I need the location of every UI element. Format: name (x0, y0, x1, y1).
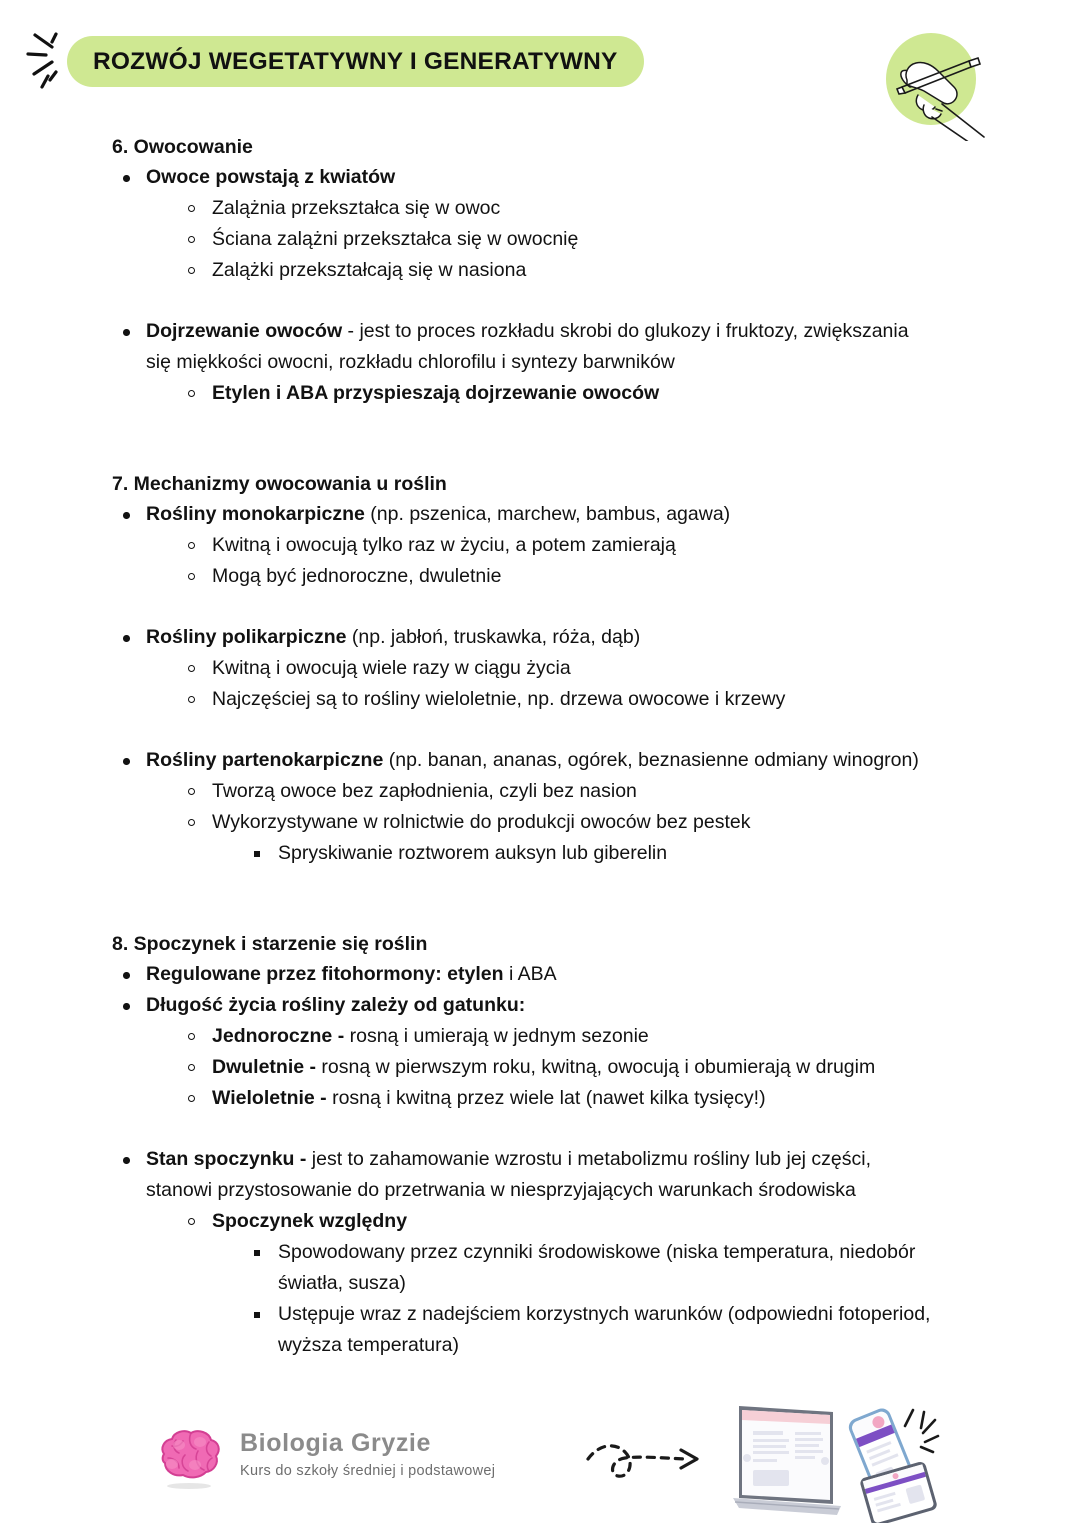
item-text: (np. jabłoń, truskawka, róża, dąb) (346, 626, 641, 648)
list-item (182, 224, 936, 255)
item-text: Tworzą owoce bez zapłodnienia, czyli bez nasion (212, 780, 637, 802)
list-item (182, 378, 936, 409)
section-heading: 7. Mechanizmy owocowania u roślin (112, 473, 447, 495)
brand-logo-block (152, 1418, 495, 1492)
brand-name: Biologia Gryzie (240, 1429, 431, 1457)
sparkle-lines-icon (905, 1410, 938, 1452)
item-text: Spowodowany przez czynniki środowiskowe (niska temperatura, niedobór światła, susza) (278, 1241, 916, 1294)
spacer (0, 715, 1080, 745)
item-bold-text: Rośliny polikarpiczne (146, 626, 347, 648)
item-text: (np. banan, ananas, ogórek, beznasienne odmiany winogron) (383, 749, 919, 771)
bullet-list-level3 (212, 838, 936, 869)
section-7 (0, 469, 1080, 869)
list-item (118, 316, 936, 409)
bullet-list-level1 (0, 745, 1080, 869)
item-text: Ściana zalążni przekształca się w owocnię (212, 228, 579, 250)
item-bold-text: Wieloletnie - (212, 1087, 333, 1109)
item-text: Kwitną i owocują wiele razy w ciągu życia (212, 657, 571, 679)
bullet-list-level2 (146, 653, 936, 715)
item-text: Spryskiwanie roztworem auksyn lub giberelin (278, 842, 668, 864)
bullet-list-level1 (0, 316, 1080, 409)
section-heading: 8. Spoczynek i starzenie się roślin (112, 933, 428, 955)
item-text: i ABA (503, 963, 557, 985)
list-item (118, 1144, 936, 1361)
spacer (0, 592, 1080, 622)
laptop-icon (733, 1406, 841, 1515)
list-item (248, 838, 936, 869)
section-heading: 6. Owocowanie (112, 136, 253, 158)
page-title-badge (67, 36, 644, 87)
section-6 (0, 132, 1080, 409)
brand-subtitle: Kurs do szkoły średniej i podstawowej (240, 1463, 496, 1479)
item-bold-text: Owoce powstają z kwiatów (146, 166, 396, 188)
bullet-list-level2 (146, 776, 936, 869)
list-item (182, 1206, 936, 1361)
bullet-list-level1 (0, 1144, 1080, 1361)
list-item (182, 776, 936, 807)
item-text: rosną i kwitną przez wiele lat (nawet kilka tysięcy!) (332, 1087, 766, 1109)
list-item (182, 807, 936, 869)
bullet-list-level2 (146, 378, 936, 409)
spacer (0, 286, 1080, 316)
list-item (118, 622, 936, 715)
item-text: Zalążki przekształcają się w nasiona (212, 259, 527, 281)
page-title: ROZWÓJ WEGETATYWNY I GENERATYWNY (93, 47, 618, 75)
item-text: jest to zahamowanie wzrostu i metabolizmu rośliny lub jej części, stanowi przystosowanie do przetrwania w niesprzyjających warunkach środowiska (146, 1148, 872, 1201)
list-item (118, 162, 936, 286)
bullet-list-level1 (0, 959, 1080, 1114)
item-text: Kwitną i owocują tylko raz w życiu, a potem zamierają (212, 534, 676, 556)
item-text: (np. pszenica, marchew, bambus, agawa) (364, 503, 731, 525)
item-text: Ustępuje wraz z nadejściem korzystnych warunków (odpowiedni fotoperiod, wyższa temperatura) (278, 1303, 931, 1356)
list-item (248, 1299, 936, 1361)
laptop-phone-tablet-icon (725, 1398, 940, 1523)
list-item (118, 499, 936, 592)
item-bold-text: Stan spoczynku - (146, 1148, 312, 1170)
list-item (118, 990, 936, 1114)
dashed-curved-arrow-icon (585, 1432, 715, 1492)
bullet-list-level1 (0, 162, 1080, 286)
item-text: Wykorzystywane w rolnictwie do produkcji owoców bez pestek (212, 811, 751, 833)
item-text: Zalążnia przekształca się w owoc (212, 197, 501, 219)
brain-icon (152, 1418, 226, 1492)
item-text: rosną w pierwszym roku, kwitną, owocują i obumierają w drugim (321, 1056, 876, 1078)
list-item (182, 653, 936, 684)
spacer (0, 409, 1080, 469)
item-bold-text: Dwuletnie - (212, 1056, 322, 1078)
spacer (0, 1114, 1080, 1144)
list-item (248, 1237, 936, 1299)
item-text: Najczęściej są to rośliny wieloletnie, np. drzewa owocowe i krzewy (212, 688, 786, 710)
item-bold-text: Jednoroczne - (212, 1025, 350, 1047)
list-item (182, 561, 936, 592)
item-text: rosną i umierają w jednym sezonie (349, 1025, 649, 1047)
bullet-list-level2 (146, 1021, 936, 1114)
spacer (0, 869, 1080, 929)
bullet-list-level2 (146, 193, 936, 286)
item-bold-text: Rośliny monokarpiczne (146, 503, 365, 525)
item-bold-text: Długość życia rośliny zależy od gatunku: (146, 994, 526, 1016)
sparkle-lines-icon (26, 28, 72, 94)
list-item (182, 530, 936, 561)
bullet-list-level1 (0, 622, 1080, 715)
item-text: Mogą być jednoroczne, dwuletnie (212, 565, 502, 587)
list-item (182, 1052, 936, 1083)
item-bold-text: Etylen i ABA przyspieszają dojrzewanie owoców (212, 382, 660, 404)
bullet-list-level2 (146, 1206, 936, 1361)
list-item (118, 745, 936, 869)
item-bold-text: Regulowane przez fitohormony: etylen (146, 963, 504, 985)
bullet-list-level1 (0, 499, 1080, 592)
list-item (182, 1021, 936, 1052)
list-item (182, 255, 936, 286)
page-header (0, 0, 1080, 150)
notes-content (0, 132, 1080, 1361)
bullet-list-level2 (146, 530, 936, 592)
item-bold-text: Dojrzewanie owoców (146, 320, 343, 342)
item-bold-text: Rośliny partenokarpiczne (146, 749, 384, 771)
section-8 (0, 929, 1080, 1361)
hand-writing-pen-icon (874, 25, 994, 141)
brand-text-block (240, 1428, 495, 1482)
item-text: - jest to proces rozkładu skrobi do glukozy i fruktozy, zwiększania się miękkości owocni, rozkładu chlorofilu i syntezy barwników (146, 320, 909, 373)
item-bold-text: Spoczynek względny (212, 1210, 408, 1232)
bullet-list-level3 (212, 1237, 936, 1361)
list-item (118, 959, 936, 990)
list-item (182, 193, 936, 224)
list-item (182, 684, 936, 715)
list-item (182, 1083, 936, 1114)
